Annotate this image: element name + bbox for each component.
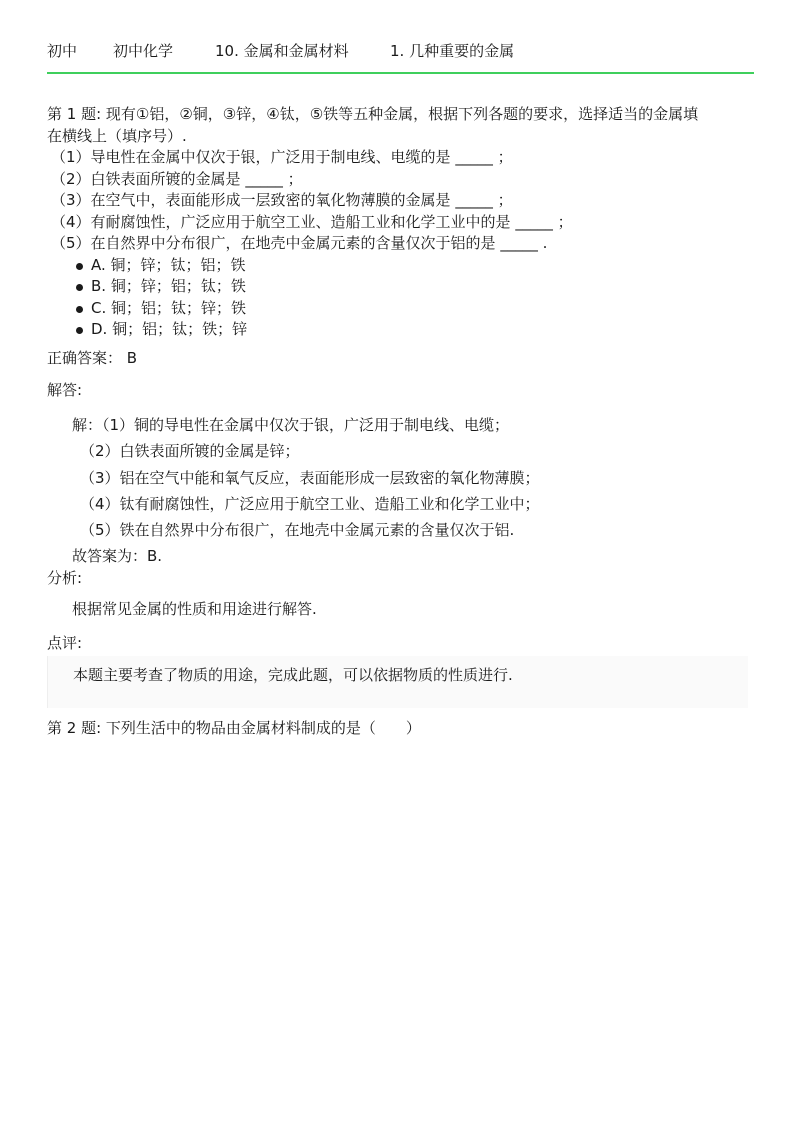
- question-2-stem: 第 2 题: 下列生活中的物品由金属材料制成的是（ ）: [47, 719, 421, 737]
- comment-text: 本题主要考查了物质的用途，完成此题，可以依据物质的性质进行.: [73, 666, 513, 684]
- solution-line: 解：（1）铜的导电性在金属中仅次于银，广泛用于制电线、电缆；: [72, 416, 510, 434]
- option-a[interactable]: A. 铜；锌；钛；铝；铁: [47, 255, 762, 277]
- analysis-body: 根据常见金属的性质和用途进行解答.: [72, 600, 317, 618]
- question-1: [47, 104, 762, 341]
- breadcrumb-stage[interactable]: 初中: [47, 42, 78, 60]
- sub-question-3: （3）在空气中，表面能形成一层致密的氧化物薄膜的金属是 _____ ；: [51, 191, 513, 209]
- breadcrumb-section[interactable]: 1. 几种重要的金属: [390, 42, 515, 60]
- solution-line: （4）钛有耐腐蚀性，广泛应用于航空工业、造船工业和化学工业中；: [80, 494, 540, 513]
- sub-question-4: （4）有耐腐蚀性，广泛应用于航空工业、造船工业和化学工业中的是 _____ ；: [51, 212, 573, 231]
- sub-question-2: （2）白铁表面所镀的金属是 _____ ；: [51, 169, 303, 188]
- option-c[interactable]: C. 铜；铝；钛；锌；铁: [47, 298, 762, 320]
- analysis-heading: 分析:: [47, 569, 83, 587]
- breadcrumb-chapter[interactable]: 10. 金属和金属材料: [215, 42, 349, 60]
- option-d[interactable]: D. 铜；铝；钛；铁；锌: [47, 319, 762, 341]
- option-b[interactable]: B. 铜；锌；铝；钛；铁: [47, 276, 762, 298]
- sub-question-1: （1）导电性在金属中仅次于银，广泛用于制电线、电缆的是 _____ ；: [51, 148, 513, 166]
- solution-heading: 解答:: [47, 381, 83, 399]
- comment-body: [47, 656, 748, 708]
- solution-line: 故答案为：B.: [72, 547, 163, 566]
- solution-line: （2）白铁表面所镀的金属是锌；: [80, 442, 300, 461]
- comment-heading: 点评:: [47, 634, 83, 652]
- solution-line: （3）铝在空气中能和氧气反应，表面能形成一层致密的氧化物薄膜；: [80, 468, 540, 487]
- question-1-stem-line2: 在横线上（填序号）.: [47, 126, 187, 145]
- correct-answer: 正确答案： B: [47, 349, 138, 367]
- solution-line: （5）铁在自然界中分布很广，在地壳中金属元素的含量仅次于铝.: [80, 521, 515, 540]
- breadcrumb-subject[interactable]: 初中化学: [113, 42, 174, 60]
- breadcrumb: [47, 40, 754, 74]
- question-1-stem-line1: 第 1 题: 现有①铝，②铜，③锌，④钛，⑤铁等五种金属，根据下列各题的要求，选择适当的金属填: [47, 105, 699, 123]
- option-list: [47, 255, 762, 341]
- solution-body: [47, 412, 747, 570]
- sub-question-5: （5）在自然界中分布很广，在地壳中金属元素的含量仅次于铝的是 _____ .: [51, 234, 548, 252]
